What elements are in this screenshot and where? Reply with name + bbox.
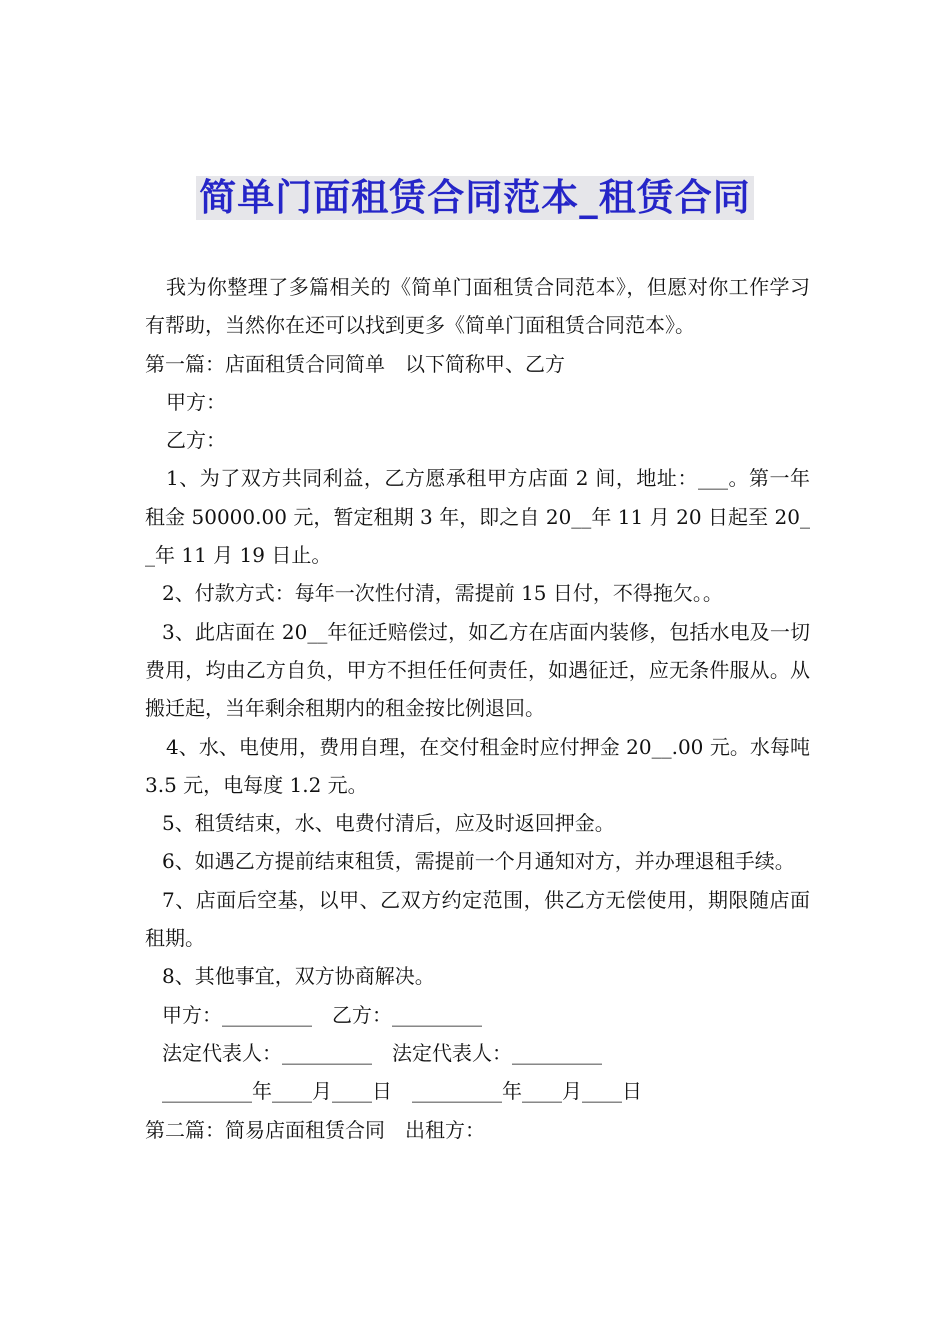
clause-2: 2、付款方式：每年一次性付清，需提前 15 日付，不得拖欠。。 [162,581,723,606]
clause-4: 4、水、电使用，费用自理，在交付租金时应付押金 20__.00 元。水每吨 3.5 元，电每度 1.2 元。 [145,734,810,797]
section-2-heading: 第二篇：简易店面租赁合同 出租方： [145,1117,485,1142]
clause-1: 1、为了双方共同利益，乙方愿承租甲方店面 2 间，地址：___。第一年租金 50000.00 元，暂定租期 3 年，即之自 20__年 11 月 20 日起至 20__年 11 月 19 日止。 [145,466,810,568]
document-body [145,268,810,1149]
signature-parties-line: 甲方：_________ 乙方：_________ [162,1002,482,1027]
signature-dates-line: _________年____月____日 _________年____月____日 [162,1079,642,1104]
clause-3: 3、此店面在 20__年征迁赔偿过，如乙方在店面内装修，包括水电及一切费用，均由乙方自负，甲方不担任任何责任，如遇征迁，应无条件服从。从搬迁起，当年剩余租期内的租金按比例退回。 [145,619,810,721]
clause-8: 8、其他事宜，双方协商解决。 [162,964,435,989]
clause-6: 6、如遇乙方提前结束租赁，需提前一个月通知对方，并办理退租手续。 [162,849,795,874]
signature-representatives-line: 法定代表人：_________ 法定代表人：_________ [162,1040,602,1065]
party-a-line: 甲方： [166,389,226,414]
document-title: 简单门面租赁合同范本_租赁合同 [196,176,754,220]
clause-5: 5、租赁结束，水、电费付清后，应及时返回押金。 [162,811,615,836]
section-1-heading: 第一篇：店面租赁合同简单 以下简称甲、乙方 [145,351,565,376]
party-b-line: 乙方： [166,428,226,453]
intro-paragraph: 我为你整理了多篇相关的《简单门面租赁合同范本》，但愿对你工作学习有帮助，当然你在还可以找到更多《简单门面租赁合同范本》。 [145,275,810,338]
clause-7: 7、店面后空基，以甲、乙双方约定范围，供乙方无偿使用，期限随店面租期。 [145,887,810,951]
title-container [0,176,950,220]
